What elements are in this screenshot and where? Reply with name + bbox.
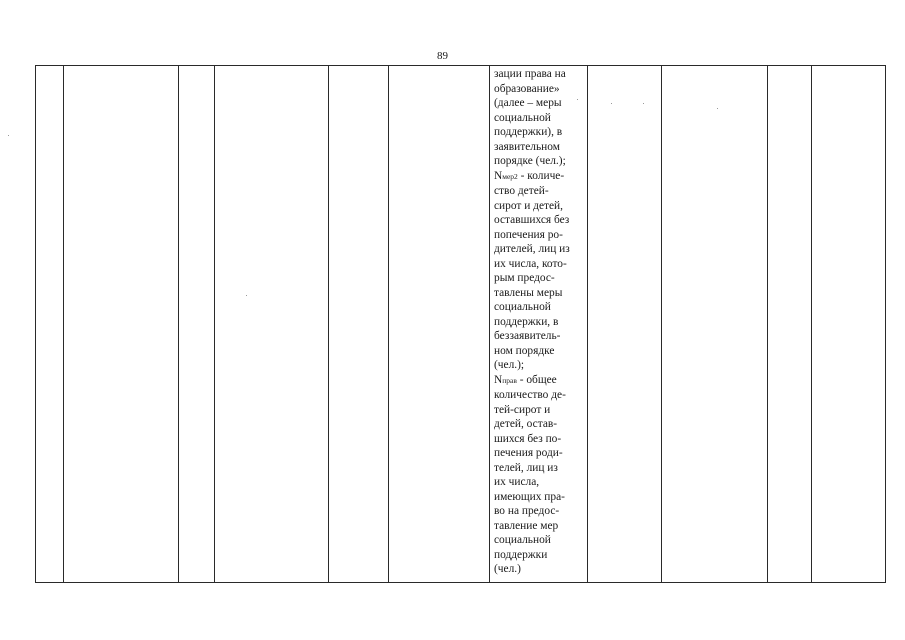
cell-text-content: ном порядке [494, 344, 555, 357]
cell-text-line [494, 315, 586, 330]
cell-text-line [494, 111, 586, 126]
column-divider [328, 65, 329, 583]
cell-text-content: ство детей- [494, 185, 549, 197]
formula-subscript: мер2 [502, 171, 518, 181]
cell-text-content: поддержки [494, 548, 548, 561]
cell-text-content: дителей, лиц из [494, 243, 570, 255]
cell-text-content: оставшихся без [494, 214, 570, 226]
cell-text-line [494, 388, 586, 403]
cell-text-content: количество де- [494, 389, 566, 401]
cell-text-content: беззаявитель- [494, 330, 561, 342]
column-divider [63, 65, 64, 583]
cell-text-line [494, 403, 586, 418]
cell-text-content: социальной [494, 301, 551, 313]
cell-text-content: шихся без по- [494, 432, 562, 445]
cell-text-line [494, 154, 586, 169]
cell-text-line [494, 432, 586, 447]
cell-text-content: социальной [494, 111, 551, 124]
cell-text-line [494, 67, 586, 82]
cell-text-line [494, 228, 586, 243]
cell-text-line [494, 199, 586, 214]
cell-text-line [494, 169, 586, 185]
scan-speck [246, 295, 247, 296]
column-divider [767, 65, 768, 583]
cell-text-content: (далее – меры [494, 97, 562, 109]
cell-text-content: поддержки, в [494, 315, 559, 328]
page-number: 89 [437, 50, 448, 62]
scan-speck [8, 135, 9, 136]
cell-text-content: заявительном [494, 140, 560, 153]
cell-text-content: - количе- [517, 169, 565, 182]
cell-text-content: тей-сирот и [494, 403, 551, 416]
cell-text-line [494, 96, 586, 111]
column-divider [388, 65, 389, 583]
cell-text-content: их числа, [494, 476, 540, 488]
column-divider [178, 65, 179, 583]
cell-text-content: (чел.) [494, 563, 521, 575]
cell-text-line [494, 184, 586, 199]
scan-speck [643, 103, 644, 104]
cell-text-line [494, 548, 586, 563]
column-divider [587, 65, 588, 583]
table-cell-formula-description [494, 67, 586, 577]
cell-text-content: образование» [494, 82, 560, 95]
cell-text-content: (чел.); [494, 359, 525, 371]
cell-text-content: зации права на [494, 68, 566, 80]
cell-text-line [494, 417, 586, 432]
formula-symbol: N [494, 169, 503, 182]
cell-text-content: тавлены меры [494, 286, 563, 299]
cell-text-content: тавление мер [494, 519, 559, 532]
cell-text-line [494, 475, 586, 490]
cell-text-content: социальной [494, 534, 551, 546]
cell-text-content: во на предос- [494, 505, 560, 517]
cell-text-line [494, 373, 586, 389]
cell-text-content: поддержки), в [494, 126, 563, 138]
column-divider [214, 65, 215, 583]
cell-text-line [494, 490, 586, 505]
cell-text-content: печения роди- [494, 447, 563, 459]
cell-text-line [494, 533, 586, 548]
cell-text-line [494, 329, 586, 344]
cell-text-line [494, 271, 586, 286]
cell-text-line [494, 504, 586, 519]
scan-speck [611, 103, 612, 104]
scan-speck [577, 99, 578, 100]
column-divider [811, 65, 812, 583]
column-divider [489, 65, 490, 583]
cell-text-content: порядке (чел.); [494, 155, 566, 167]
cell-text-line [494, 519, 586, 534]
cell-text-line [494, 125, 586, 140]
cell-text-content: рым предос- [494, 272, 555, 284]
cell-text-content: попечения ро- [494, 228, 563, 241]
cell-text-line [494, 446, 586, 461]
cell-text-content: сирот и детей, [494, 199, 563, 212]
formula-subscript: прав [502, 375, 517, 385]
cell-text-line [494, 242, 586, 257]
cell-text-line [494, 82, 586, 97]
cell-text-content: их числа, кото- [494, 257, 567, 270]
cell-text-line [494, 213, 586, 228]
cell-text-line [494, 300, 586, 315]
cell-text-content: имеющих пра- [494, 490, 565, 503]
formula-symbol: N [494, 373, 503, 386]
cell-text-content: детей, остав- [494, 418, 558, 430]
cell-text-line [494, 358, 586, 373]
scan-speck [717, 108, 718, 109]
cell-text-line [494, 286, 586, 301]
table-frame [35, 65, 886, 583]
cell-text-line [494, 344, 586, 359]
cell-text-line [494, 140, 586, 155]
cell-text-content: - общее [516, 373, 557, 386]
cell-text-line [494, 562, 586, 577]
cell-text-line [494, 461, 586, 476]
column-divider [661, 65, 662, 583]
cell-text-line [494, 257, 586, 272]
cell-text-content: телей, лиц из [494, 461, 558, 474]
